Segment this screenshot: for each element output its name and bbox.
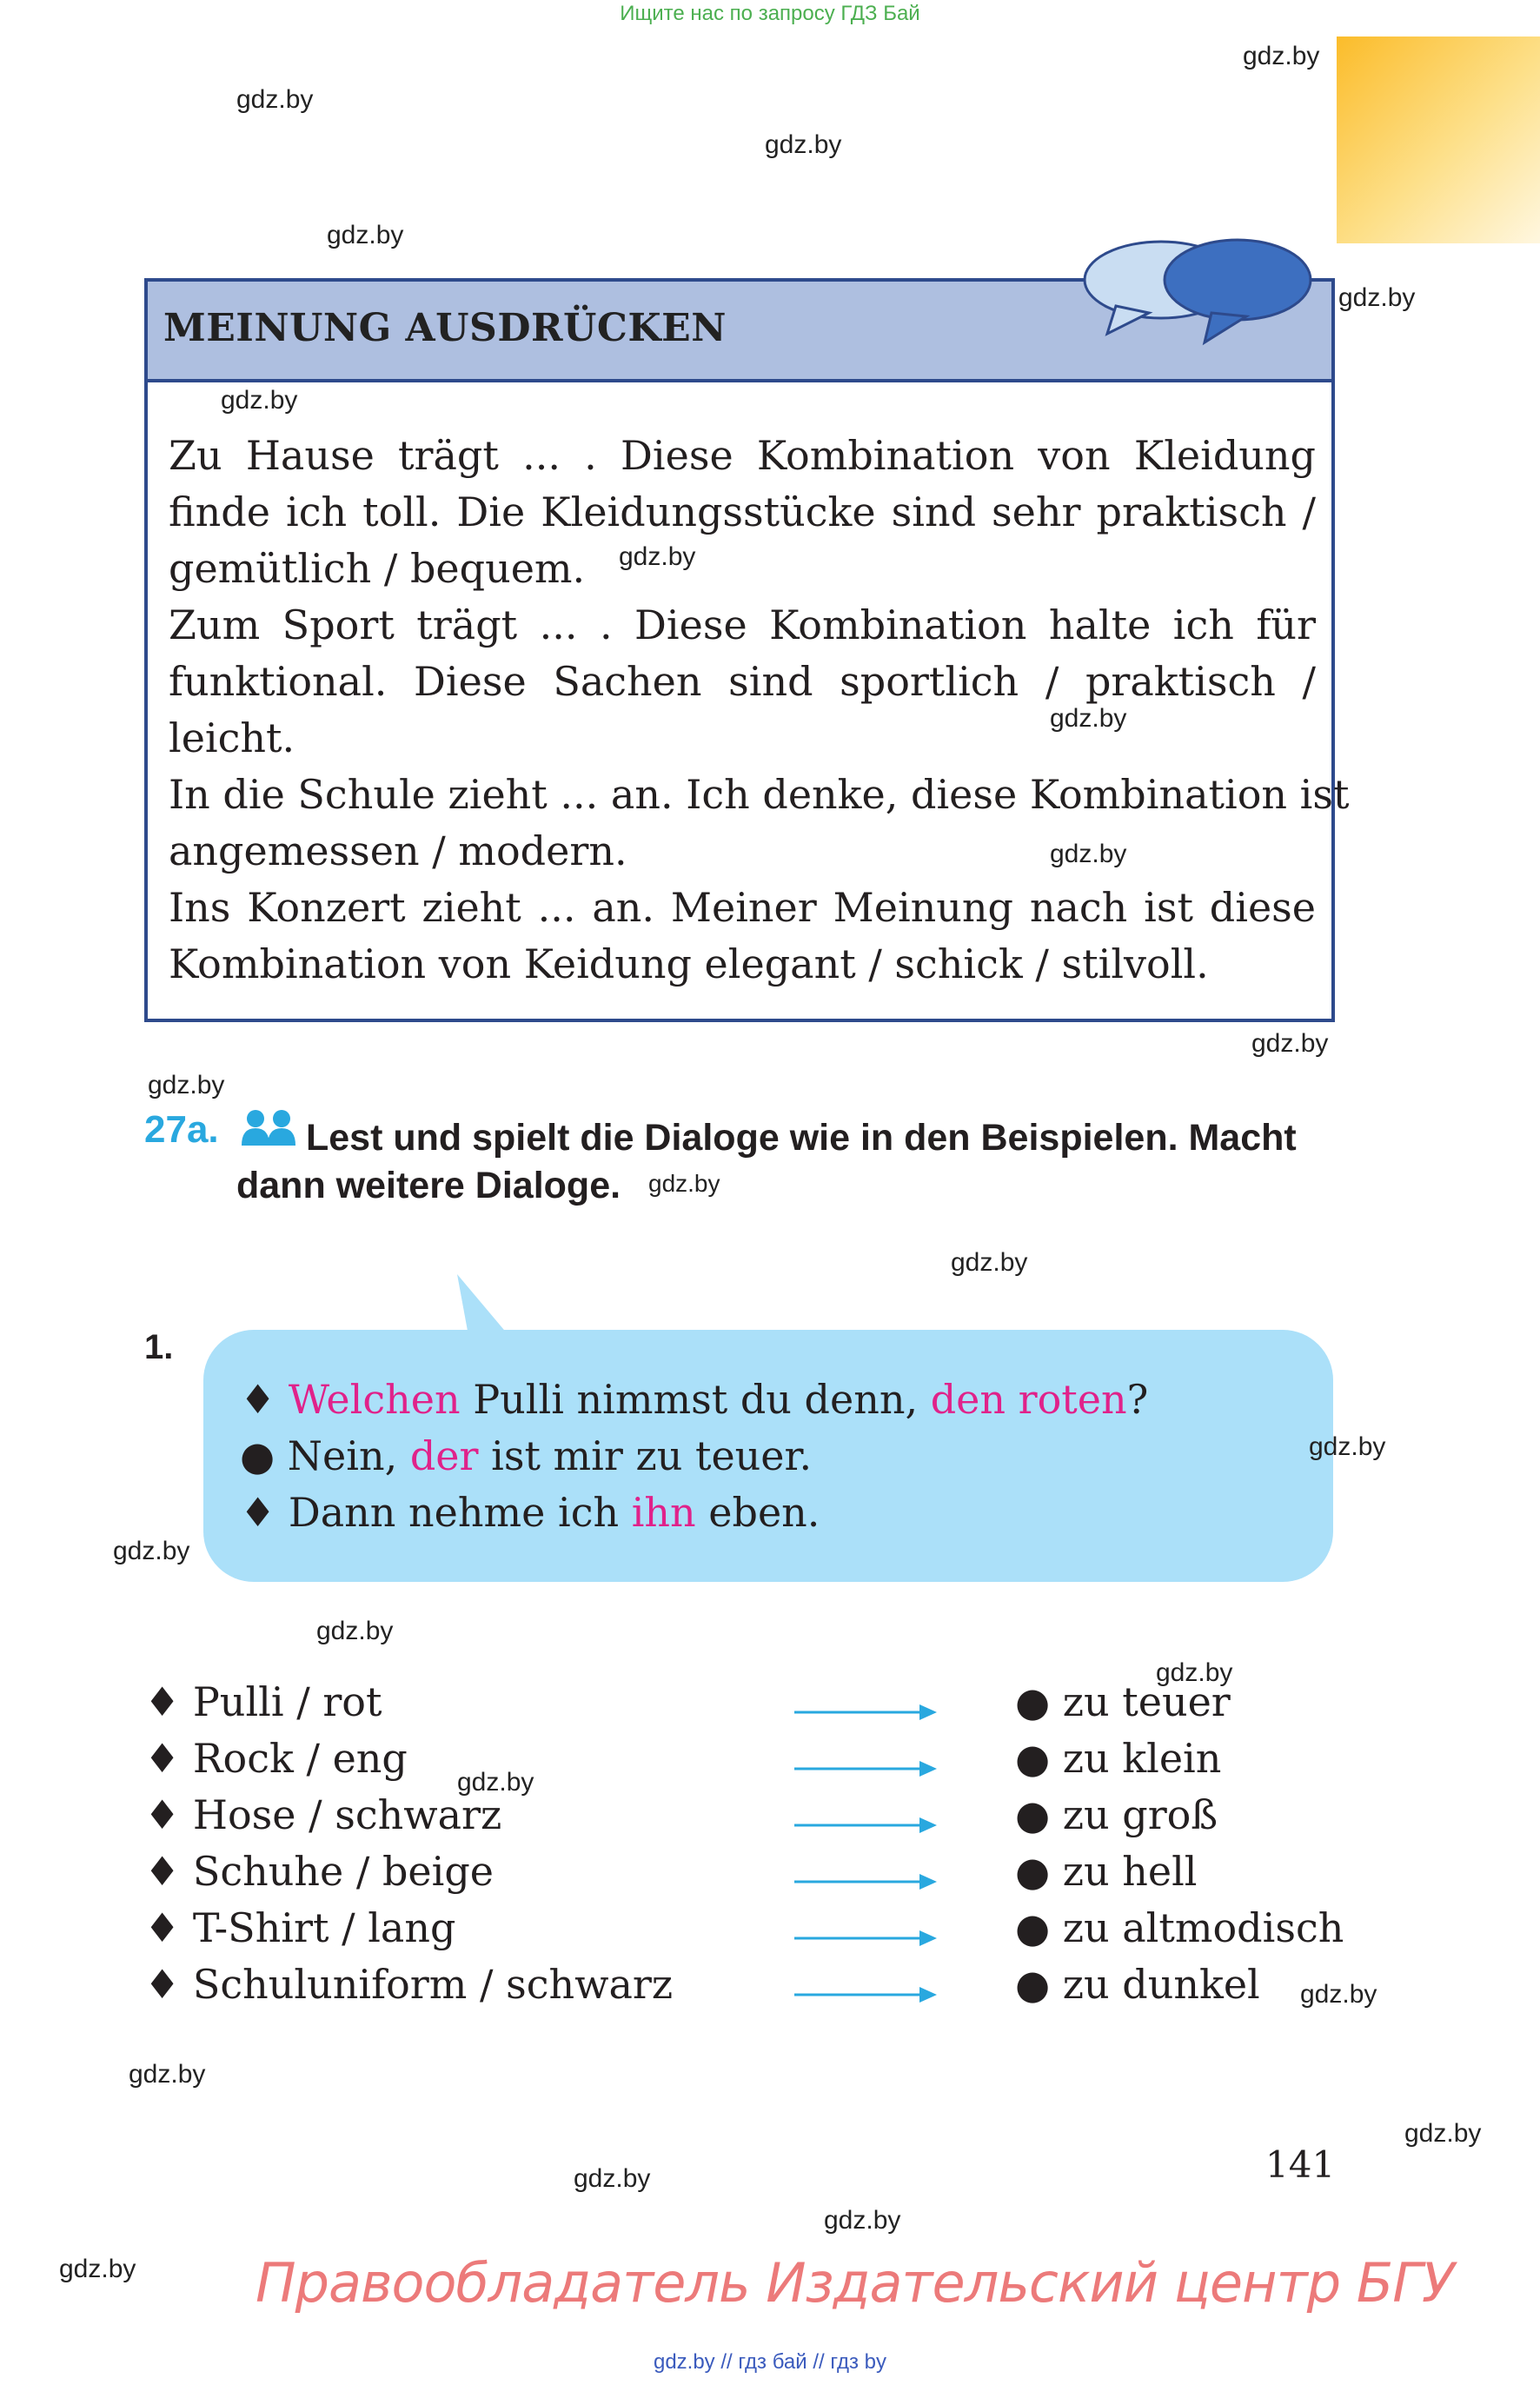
watermark: gdz.by (1251, 1029, 1329, 1058)
list-item: ♦ Schuhe / beige (144, 1848, 495, 1895)
list-item: ♦ Pulli / rot (144, 1678, 382, 1725)
dialog-line: ♦ Dann nehme ich ihn eben. (240, 1489, 820, 1536)
watermark: gdz.by (1300, 1980, 1377, 2009)
watermark: gdz.by (59, 2255, 136, 2283)
exercise-number: 27a. (144, 1108, 219, 1151)
text-line: Kombination von Keidung elegant / schick / stilvoll. (169, 940, 1209, 987)
list-item: ● zu hell (1015, 1848, 1198, 1895)
watermark: gdz.by (327, 221, 404, 249)
watermark: gdz.by (316, 1617, 394, 1645)
watermark: gdz.by (574, 2164, 651, 2193)
list-item: ♦ Hose / schwarz (144, 1791, 502, 1838)
top-note: Ищите нас по запросу ГДЗ Бай (620, 2, 920, 25)
watermark: gdz.by (765, 130, 842, 159)
dialog-text (240, 1372, 1148, 1541)
text-line: Zu Hause trägt ... . Diese Kombination von Kleidung (169, 432, 1316, 479)
arrow-icon (793, 1982, 940, 2008)
text-line: Zum Sport trägt ... . Diese Kombination halte ich für (169, 601, 1316, 648)
list-item: ● zu teuer (1015, 1678, 1231, 1725)
watermark: gdz.by (221, 386, 298, 415)
text-line: finde ich toll. Die Kleidungsstücke sind sehr praktisch / (169, 488, 1316, 535)
list-item: ♦ T-Shirt / lang (144, 1904, 456, 1951)
corner-decoration (1337, 37, 1540, 243)
watermark: gdz.by (129, 2060, 206, 2089)
arrows (793, 1695, 940, 1990)
expression-box (144, 278, 1350, 1022)
dialog-number: 1. (144, 1328, 174, 1366)
list-item: ● zu klein (1015, 1735, 1222, 1782)
exercise-instruction: Lest und spielt die Dialoge wie in den Beispielen. Macht (306, 1117, 1297, 1159)
watermark: gdz.by (236, 85, 314, 114)
watermark: gdz.by (1243, 42, 1320, 70)
watermark: gdz.by (1338, 283, 1416, 312)
list-item: ♦ Schuluniform / schwarz (144, 1961, 674, 2008)
watermark: gdz.by (648, 1170, 720, 1197)
text-line: angemessen / modern. (169, 827, 627, 874)
pair-work-icon (240, 1109, 299, 1147)
list-item: ● zu groß (1015, 1791, 1218, 1838)
expression-box-text (169, 428, 1350, 993)
text-line: Ins Konzert zieht ... an. Meiner Meinung nach ist diese (169, 884, 1316, 931)
watermark: gdz.by (457, 1768, 534, 1797)
watermark: gdz.by (824, 2206, 901, 2235)
watermark: gdz.by (148, 1071, 225, 1099)
dialog-line: ♦ Welchen Pulli nimmst du denn, den roten? (240, 1376, 1149, 1423)
list-item: ● zu dunkel (1015, 1961, 1260, 2008)
subject-list (144, 1674, 673, 2013)
page-number: 141 (1265, 2143, 1336, 2186)
watermark: gdz.by (951, 1248, 1028, 1277)
watermark: gdz.by (1156, 1658, 1233, 1687)
text-line: funktional. Diese Sachen sind sportlich / praktisch / (169, 658, 1316, 705)
speech-bubbles-icon (1081, 236, 1316, 349)
list-item: ● zu altmodisch (1015, 1904, 1344, 1951)
text-line: In die Schule zieht ... an. Ich denke, diese Kombination ist (169, 771, 1350, 818)
watermark: gdz.by (113, 1537, 190, 1565)
watermark: gdz.by (1309, 1432, 1386, 1461)
text-line: leicht. (169, 714, 295, 761)
text-line: gemütlich / bequem. (169, 545, 586, 592)
watermark: gdz.by (1404, 2119, 1482, 2148)
copyright-footer: Правообладатель Издательский центр БГУ (256, 2251, 1454, 2315)
exercise-instruction-2: dann weitere Dialoge. (236, 1165, 621, 1206)
watermark: gdz.by (1050, 704, 1127, 733)
watermark: gdz.by (619, 542, 696, 571)
watermark: gdz.by (1050, 840, 1127, 868)
reason-list (1015, 1674, 1344, 2013)
footer-links[interactable]: gdz.by // гдз бай // гдз by (653, 2350, 887, 2374)
dialog-line: ● Nein, der ist mir zu teuer. (240, 1432, 813, 1479)
list-item: ♦ Rock / eng (144, 1735, 408, 1782)
expression-box-title: MEINUNG AUSDRÜCKEN (163, 306, 727, 350)
